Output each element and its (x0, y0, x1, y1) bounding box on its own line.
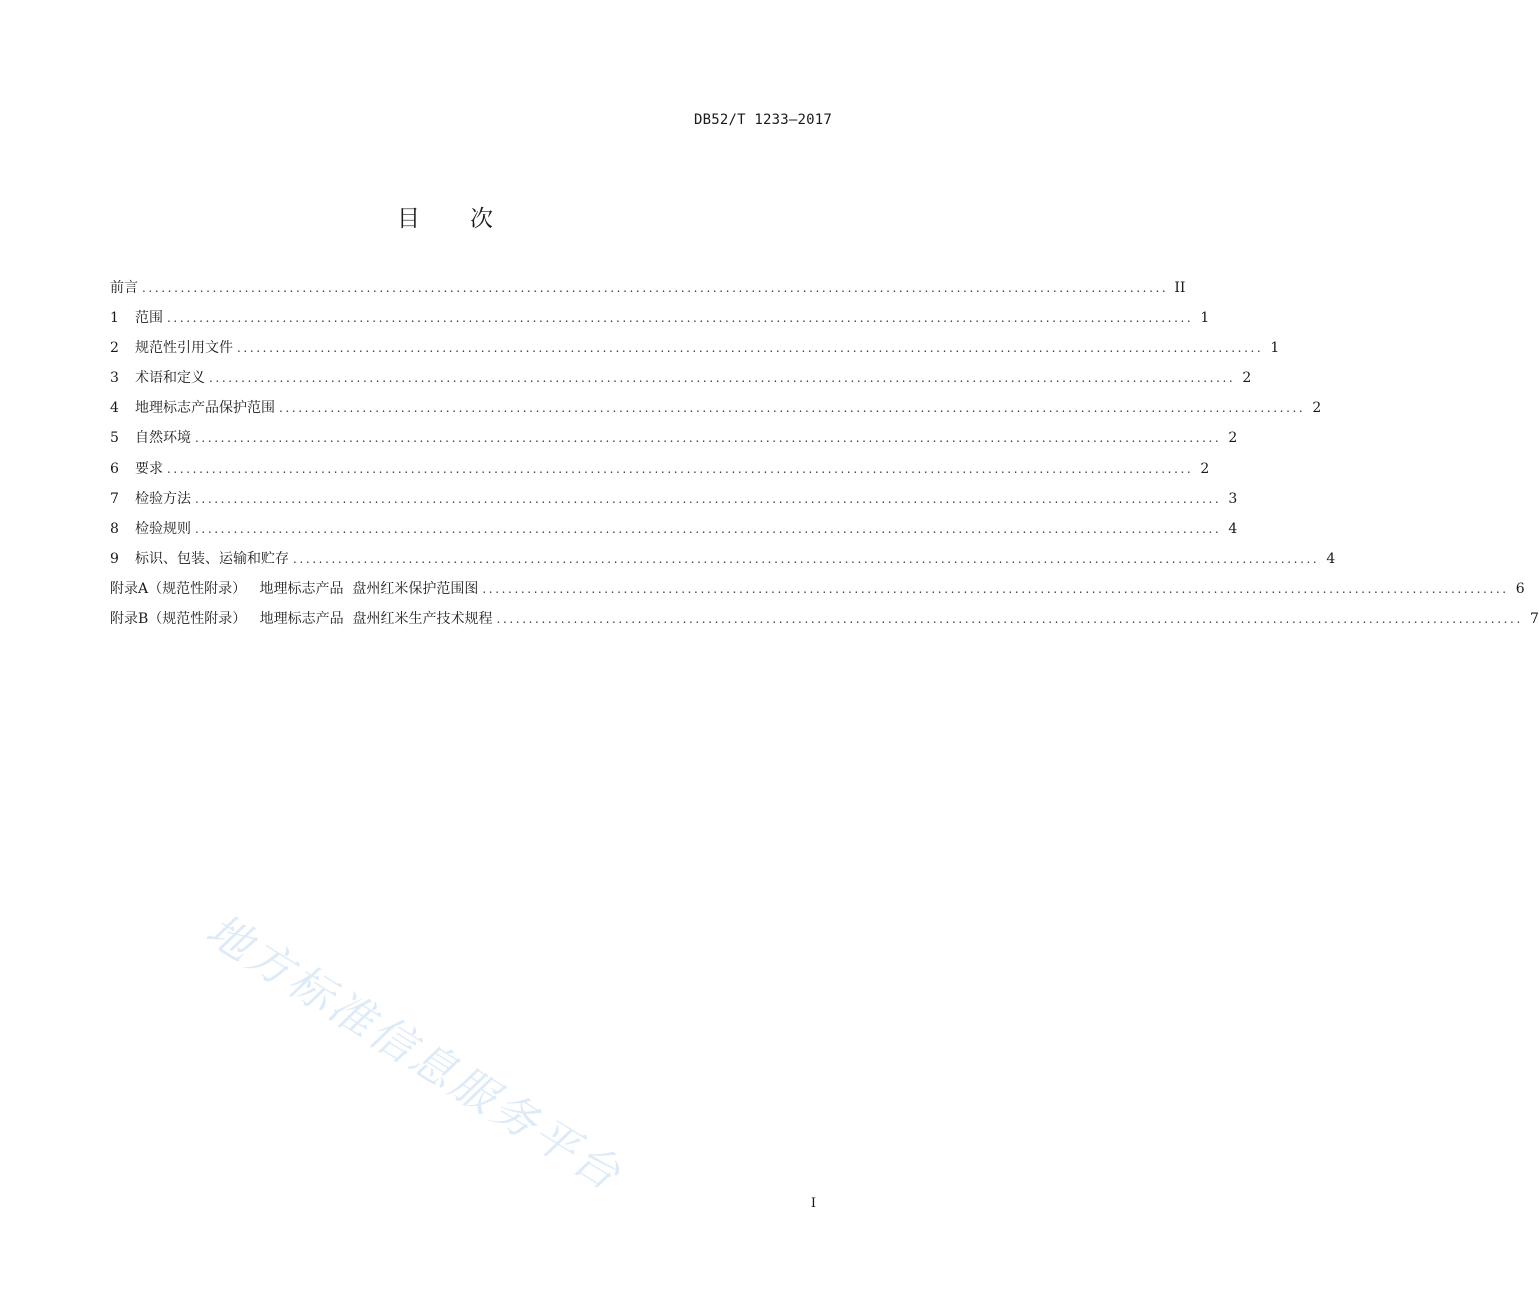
toc-entry-page: 6 (1515, 580, 1525, 597)
toc-entry-page: 2 (1200, 460, 1210, 477)
toc-entry-label: 术语和定义 (135, 370, 205, 387)
toc-entry-appendix-b[interactable] (110, 607, 1539, 637)
toc-entry-3[interactable] (110, 366, 1252, 396)
toc-entry-number: 8 (110, 520, 119, 537)
toc-entry-number: 4 (110, 400, 119, 417)
toc-leader-dots: ................................................................................................................................................................ (496, 612, 1523, 627)
toc-entry-8[interactable] (110, 517, 1238, 547)
toc-entry-label: 要求 (135, 460, 163, 477)
toc-entry-foreword[interactable] (110, 276, 1186, 306)
toc-entry-page: 4 (1228, 520, 1238, 537)
toc-entry-page: II (1174, 280, 1186, 296)
toc-entry-1[interactable] (110, 306, 1210, 336)
toc-entry-7[interactable] (110, 487, 1238, 517)
toc-entry-page: 1 (1200, 310, 1210, 327)
toc-entry-number: 7 (110, 490, 119, 507)
toc-entry-page: 1 (1270, 340, 1280, 357)
toc-entry-9[interactable] (110, 547, 1336, 577)
page-number: I (810, 1196, 816, 1211)
toc-leader-dots: ................................................................................................................................................................ (142, 281, 1169, 295)
toc-leader-dots: ................................................................................................................................................................ (167, 311, 1194, 326)
toc-entry-page: 7 (1529, 611, 1539, 628)
toc-entry-label: 检验方法 (135, 490, 191, 507)
page-title: 目次 (397, 206, 543, 232)
toc-entry-page: 4 (1326, 550, 1336, 567)
toc-entry-label: 范围 (135, 310, 163, 327)
watermark: 地方标准信息服务平台 (197, 904, 632, 1202)
toc-entry-page: 2 (1242, 370, 1252, 387)
document-code: DB52/T 1233—2017 (693, 112, 832, 128)
toc-entry-number: 1 (110, 310, 119, 327)
toc-entry-page: 2 (1228, 430, 1238, 447)
toc-leader-dots: ................................................................................................................................................................ (209, 371, 1236, 386)
toc-leader-dots: ................................................................................................................................................................ (482, 581, 1509, 596)
toc-leader-dots: ................................................................................................................................................................ (195, 521, 1222, 536)
toc-entry-number: 9 (110, 550, 119, 567)
toc-entry-number: 5 (110, 430, 119, 447)
toc-entry-label: 自然环境 (135, 430, 191, 447)
toc-entry-label: 前言 (110, 280, 138, 296)
toc-entry-label: 附录B（规范性附录） 地理标志产品 盘州红米生产技术规程 (110, 611, 493, 628)
toc-entry-number: 6 (110, 460, 119, 477)
toc-entry-label: 规范性引用文件 (135, 340, 233, 357)
toc-entry-2[interactable] (110, 336, 1280, 366)
toc-leader-dots: ................................................................................................................................................................ (237, 341, 1264, 356)
toc-entry-number: 3 (110, 370, 119, 387)
toc-entry-5[interactable] (110, 426, 1238, 456)
toc-entry-label: 标识、包装、运输和贮存 (135, 550, 289, 567)
toc-leader-dots: ................................................................................................................................................................ (167, 461, 1194, 476)
toc-entry-label: 附录A（规范性附录） 地理标志产品 盘州红米保护范围图 (110, 580, 479, 597)
toc-entry-4[interactable] (110, 396, 1322, 426)
toc-leader-dots: ................................................................................................................................................................ (293, 551, 1320, 566)
toc-entry-page: 3 (1228, 490, 1238, 507)
toc-entry-page: 2 (1312, 400, 1322, 417)
toc-entry-number: 2 (110, 340, 119, 357)
toc-leader-dots: ................................................................................................................................................................ (195, 491, 1222, 506)
toc-entry-6[interactable] (110, 457, 1210, 487)
toc-entry-appendix-a[interactable] (110, 577, 1525, 607)
toc-entry-label: 检验规则 (135, 520, 191, 537)
toc-leader-dots: ................................................................................................................................................................ (195, 431, 1222, 446)
toc-leader-dots: ................................................................................................................................................................ (279, 401, 1306, 416)
toc-entry-label: 地理标志产品保护范围 (135, 400, 275, 417)
table-of-contents (110, 276, 1539, 637)
